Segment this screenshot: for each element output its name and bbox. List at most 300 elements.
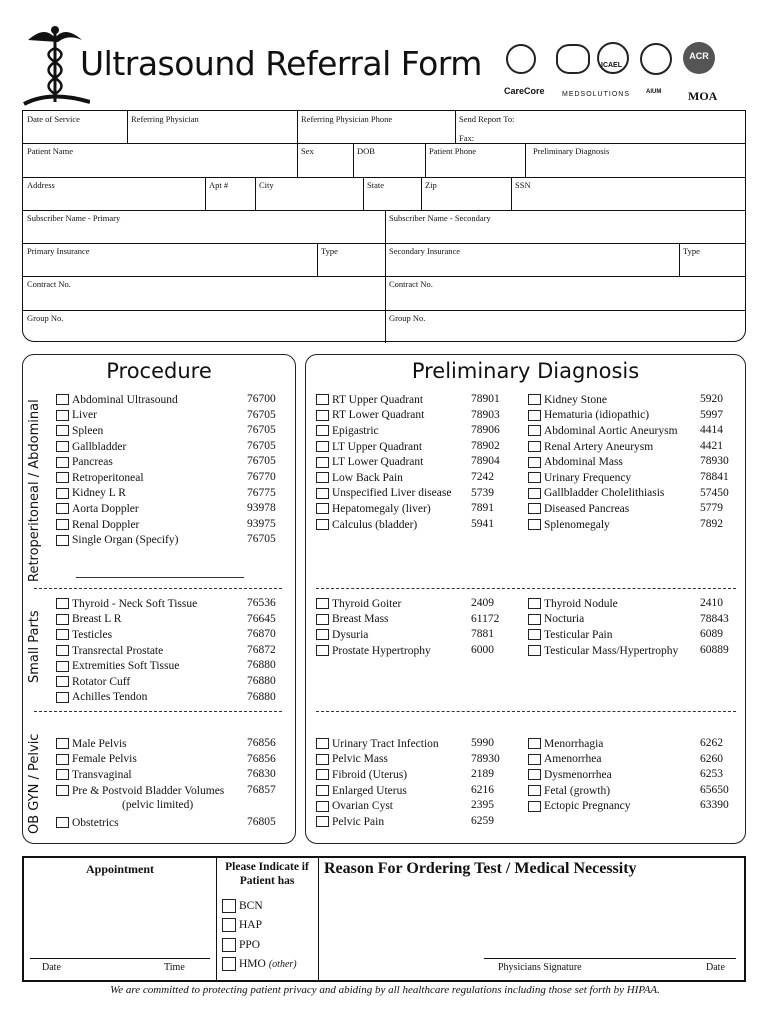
checkbox[interactable] (528, 425, 541, 436)
procedure-item[interactable] (56, 736, 127, 752)
checkbox[interactable] (56, 410, 69, 421)
diagnosis-item[interactable] (528, 752, 601, 768)
insurance-option[interactable] (222, 898, 263, 914)
checkbox[interactable] (528, 801, 541, 812)
diagnosis-item[interactable] (528, 643, 678, 659)
insurance-option[interactable] (222, 918, 262, 934)
checkbox[interactable] (528, 503, 541, 514)
checkbox[interactable] (316, 785, 329, 796)
checkbox[interactable] (528, 785, 541, 796)
reason-heading: Reason For Ordering Test / Medical Necessity (324, 860, 637, 877)
reason-text-area[interactable] (324, 884, 740, 954)
checkbox[interactable] (56, 488, 69, 499)
checkbox[interactable] (316, 425, 329, 436)
item-label: Low Back Pain (332, 471, 403, 484)
checkbox[interactable] (56, 692, 69, 703)
checkbox[interactable] (56, 472, 69, 483)
group-primary-field[interactable]: Group No. (27, 313, 64, 323)
procedure-heading: Procedure (106, 359, 212, 383)
item-code: 78902 (471, 439, 500, 452)
diagnosis-item[interactable] (528, 470, 631, 486)
item-code: 78930 (471, 752, 500, 765)
diagnosis-item[interactable] (316, 752, 388, 768)
zip-field[interactable]: Zip (425, 180, 437, 190)
accreditation-seal-2-icon (556, 44, 590, 74)
checkbox[interactable] (528, 394, 541, 405)
group-secondary-field[interactable]: Group No. (389, 313, 426, 323)
item-label: Single Organ (Specify) (72, 534, 179, 547)
diagnosis-item[interactable] (528, 423, 678, 439)
page-title: Ultrasound Referral Form (80, 44, 482, 83)
diagnosis-item[interactable] (316, 454, 423, 470)
checkbox[interactable] (56, 817, 69, 828)
checkbox[interactable] (316, 645, 329, 656)
item-code: 2395 (471, 799, 494, 812)
checkbox[interactable] (56, 598, 69, 609)
secondary-type-field[interactable]: Type (683, 246, 700, 256)
checkbox[interactable] (56, 503, 69, 514)
small-parts-side-label: Small Parts (27, 610, 42, 683)
diagnosis-item[interactable] (316, 486, 451, 502)
item-label: Testicular Pain (544, 628, 613, 641)
dob-field[interactable]: DOB (357, 146, 375, 156)
checkbox[interactable] (528, 410, 541, 421)
item-code: 5920 (700, 393, 723, 405)
secondary-insurance-field[interactable]: Secondary Insurance (389, 246, 461, 256)
diagnosis-item[interactable] (528, 736, 603, 752)
checkbox[interactable] (528, 754, 541, 765)
abdominal-side-label: Retroperitoneal / Abdominal (27, 399, 42, 582)
item-code: 7242 (471, 471, 494, 483)
patient-phone-field[interactable]: Patient Phone (429, 146, 476, 156)
item-code: 6089 (700, 628, 723, 641)
checkbox[interactable] (222, 938, 236, 952)
diagnosis-item[interactable] (528, 783, 610, 799)
diagnosis-item[interactable] (316, 627, 368, 643)
item-label: Prostate Hypertrophy (332, 644, 431, 657)
item-label: Abdominal Mass (544, 456, 623, 469)
procedure-item[interactable] (56, 690, 147, 706)
divider (34, 588, 282, 589)
item-label: Breast Mass (332, 613, 389, 626)
item-label: Abdominal Ultrasound (72, 393, 178, 406)
checkbox[interactable] (56, 645, 69, 656)
procedure-item[interactable] (56, 439, 126, 455)
referring-phone-field[interactable]: Referring Physician Phone (301, 114, 393, 124)
checkbox[interactable] (316, 503, 329, 514)
item-label: Amenorrhea (544, 753, 602, 766)
procedure-item[interactable] (56, 470, 144, 486)
patient-name-field[interactable]: Patient Name (27, 146, 74, 156)
checkbox[interactable] (56, 785, 69, 796)
item-label: Breast L R (72, 613, 122, 626)
item-code: 76700 (247, 393, 276, 405)
ssn-field[interactable]: SSN (515, 180, 531, 190)
diagnosis-item[interactable] (528, 596, 618, 612)
item-code: 5739 (471, 486, 494, 499)
procedure-item[interactable] (56, 454, 113, 470)
procedure-item[interactable] (56, 767, 132, 783)
item-code: 5997 (700, 408, 723, 421)
item-label: RT Upper Quadrant (332, 393, 424, 406)
checkbox[interactable] (528, 472, 541, 483)
diagnosis-item[interactable] (528, 392, 607, 408)
diagnosis-item[interactable] (316, 643, 431, 659)
item-label: Transrectal Prostate (72, 644, 164, 657)
item-label: Achilles Tendon (72, 691, 148, 704)
procedure-item[interactable] (56, 658, 179, 674)
checkbox[interactable] (222, 899, 236, 913)
checkbox[interactable] (56, 629, 69, 640)
checkbox[interactable] (528, 457, 541, 468)
send-report-field[interactable]: Send Report To: (459, 114, 515, 124)
item-label: Female Pelvis (72, 753, 137, 766)
subscriber-primary-field[interactable]: Subscriber Name - Primary (27, 213, 121, 223)
procedure-item[interactable] (56, 815, 119, 831)
item-label: Renal Artery Aneurysm (544, 440, 654, 453)
item-label: Kidney Stone (544, 393, 607, 406)
diagnosis-item[interactable] (316, 814, 384, 830)
item-label: Ectopic Pregnancy (544, 800, 631, 813)
divider (34, 711, 282, 712)
item-label: Male Pelvis (72, 737, 127, 750)
checkbox[interactable] (56, 676, 69, 687)
checkbox[interactable] (56, 614, 69, 625)
item-code: 76775 (247, 486, 276, 499)
city-field[interactable]: City (259, 180, 274, 190)
item-label: Fetal (growth) (544, 784, 611, 797)
diagnosis-item[interactable] (316, 470, 403, 486)
diagnosis-item[interactable] (528, 439, 653, 455)
procedure-item[interactable] (56, 596, 197, 612)
item-label: Rotator Cuff (72, 675, 131, 688)
insurance-option[interactable] (222, 937, 260, 953)
option-label: BCN (239, 899, 263, 912)
checkbox[interactable] (56, 754, 69, 765)
item-label: Splenomegaly (544, 518, 610, 531)
checkbox[interactable] (222, 918, 236, 932)
item-code: 76705 (247, 408, 276, 421)
item-label: Retroperitoneal (72, 471, 144, 484)
signature-label: Physicians Signature (498, 962, 582, 973)
checkbox[interactable] (56, 441, 69, 452)
item-code: 7892 (700, 517, 723, 530)
checkbox[interactable] (528, 441, 541, 452)
item-code: 76870 (247, 628, 276, 641)
item-label: Hepatomegaly (liver) (332, 502, 431, 515)
diagnosis-item[interactable] (528, 454, 623, 470)
checkbox[interactable] (316, 769, 329, 780)
item-code: 76770 (247, 471, 276, 483)
diagnosis-heading: Preliminary Diagnosis (411, 359, 640, 383)
diagnosis-item[interactable] (316, 596, 401, 612)
signature-line[interactable] (484, 958, 736, 959)
item-code: 76856 (247, 737, 276, 749)
item-label: Spleen (72, 424, 104, 437)
item-label: Aorta Doppler (72, 502, 139, 515)
contract-primary-field[interactable]: Contract No. (27, 279, 71, 289)
item-code: 60889 (700, 643, 729, 656)
signature-date-label: Date (706, 962, 725, 973)
option-label: PPO (239, 938, 261, 951)
checkbox[interactable] (316, 816, 329, 827)
item-code: 78904 (471, 455, 500, 468)
diagnosis-item[interactable] (316, 501, 431, 517)
item-code: 63390 (700, 799, 729, 812)
item-label: Urinary Frequency (544, 471, 632, 484)
icael-logo-icon (597, 42, 629, 74)
diagnosis-item[interactable] (316, 392, 423, 408)
procedure-item[interactable] (56, 783, 224, 799)
checkbox[interactable] (316, 410, 329, 421)
item-label: Obstetrics (72, 816, 119, 829)
diagnosis-item[interactable] (528, 798, 631, 814)
item-label: LT Upper Quadrant (332, 440, 423, 453)
item-label: Thyroid Nodule (544, 597, 618, 610)
item-code: 78906 (471, 424, 500, 437)
checkbox[interactable] (316, 614, 329, 625)
checkbox[interactable] (56, 535, 69, 546)
preliminary-diagnosis-field[interactable]: Preliminary Diagnosis (533, 146, 610, 156)
procedure-item[interactable] (56, 392, 178, 408)
item-label: Extremities Soft Tissue (72, 660, 180, 673)
item-code: 76880 (247, 659, 276, 672)
item-code: 76856 (247, 752, 276, 765)
accreditation-seal-1-icon (506, 44, 536, 74)
item-code: 78930 (700, 455, 729, 468)
item-label: Testicular Mass/Hypertrophy (544, 644, 679, 657)
diagnosis-item[interactable] (528, 767, 612, 783)
ob-gyn-side-label: OB GYN / Pelvic (27, 733, 42, 834)
procedure-item[interactable] (56, 627, 112, 643)
item-label: Dysuria (332, 628, 369, 641)
checkbox[interactable] (56, 519, 69, 530)
item-code: 78903 (471, 408, 500, 421)
item-code: 78843 (700, 612, 729, 625)
item-label: Diseased Pancreas (544, 502, 630, 515)
item-code: 6216 (471, 783, 494, 796)
procedure-item[interactable] (56, 674, 130, 690)
item-code: 93975 (247, 517, 276, 530)
checkbox[interactable] (316, 629, 329, 640)
item-code: 7891 (471, 502, 494, 515)
item-label: RT Lower Quadrant (332, 409, 425, 422)
primary-type-field[interactable]: Type (321, 246, 338, 256)
checkbox[interactable] (528, 614, 541, 625)
checkbox[interactable] (222, 957, 236, 971)
option-label: HAP (239, 919, 263, 932)
item-label: Fibroid (Uterus) (332, 768, 408, 781)
item-label: Kidney L R (72, 487, 126, 500)
checkbox[interactable] (56, 394, 69, 405)
diagnosis-item[interactable] (316, 408, 424, 424)
checkbox[interactable] (528, 769, 541, 780)
icael-label: ICAEL (601, 62, 622, 69)
item-label: Ovarian Cyst (332, 800, 394, 813)
specify-line[interactable] (76, 577, 244, 578)
item-code: 5941 (471, 517, 494, 530)
item-code: 4421 (700, 439, 723, 452)
appointment-section (22, 856, 746, 982)
procedure-item[interactable] (56, 501, 139, 517)
item-code: 2409 (471, 597, 494, 609)
item-code: 76645 (247, 612, 276, 625)
checkbox[interactable] (316, 457, 329, 468)
pelvic-limited-note: (pelvic limited) (122, 799, 194, 811)
divider (316, 588, 736, 589)
diagnosis-item[interactable] (528, 501, 629, 517)
option-note: (other) (268, 958, 297, 970)
item-code: 76857 (247, 783, 276, 796)
accreditation-seal-3-icon (640, 43, 672, 75)
diagnosis-item[interactable] (316, 783, 407, 799)
item-label: Enlarged Uterus (332, 784, 407, 797)
item-code: 2410 (700, 597, 723, 609)
checkbox[interactable] (528, 488, 541, 499)
checkbox[interactable] (56, 738, 69, 749)
date-of-service-field[interactable]: Date of Service (27, 114, 80, 124)
item-label: Testicles (72, 628, 113, 641)
apt-field[interactable]: Apt # (209, 180, 229, 190)
procedure-item[interactable] (56, 423, 103, 439)
checkbox[interactable] (316, 801, 329, 812)
item-label: Epigastric (332, 424, 379, 437)
procedure-item[interactable] (56, 643, 163, 659)
item-label: Unspecified Liver disease (332, 487, 452, 500)
item-label: Pelvic Pain (332, 815, 385, 828)
checkbox[interactable] (56, 769, 69, 780)
diagnosis-item[interactable] (316, 439, 422, 455)
item-code: 93978 (247, 502, 276, 515)
checkbox[interactable] (528, 645, 541, 656)
checkbox[interactable] (56, 661, 69, 672)
procedure-item[interactable] (56, 612, 121, 628)
procedure-item[interactable] (56, 517, 139, 533)
item-code: 57450 (700, 486, 729, 499)
procedure-item[interactable] (56, 752, 137, 768)
checkbox[interactable] (316, 754, 329, 765)
item-label: LT Lower Quadrant (332, 456, 424, 469)
hipaa-footer: We are committed to protecting patient privacy and abiding by all healthcare regulations including those set forth by HIPAA. (110, 984, 660, 996)
medsolutions-logo: MEDSOLUTIONS (562, 91, 631, 98)
appointment-line (30, 958, 210, 959)
divider (316, 711, 736, 712)
item-code: 5779 (700, 502, 723, 515)
item-code: 6000 (471, 643, 494, 656)
procedure-item[interactable] (56, 486, 126, 502)
appointment-heading: Appointment (85, 862, 154, 876)
item-label: Gallbladder Cholelithiasis (544, 487, 665, 500)
state-field[interactable]: State (367, 180, 384, 190)
item-label: Gallbladder (72, 440, 127, 453)
checkbox[interactable] (56, 425, 69, 436)
item-label: Liver (72, 409, 97, 422)
checkbox[interactable] (528, 629, 541, 640)
item-code: 76705 (247, 533, 276, 546)
indicate-heading: Please Indicate if Patient has (225, 861, 309, 887)
checkbox[interactable] (316, 738, 329, 749)
diagnosis-item[interactable] (528, 408, 649, 424)
appointment-time-label: Time (164, 962, 185, 973)
checkbox[interactable] (316, 519, 329, 530)
sex-field[interactable]: Sex (301, 146, 314, 156)
diagnosis-item[interactable] (316, 612, 389, 628)
checkbox[interactable] (316, 472, 329, 483)
acr-label: ACR (689, 51, 709, 61)
diagnosis-item[interactable] (316, 767, 407, 783)
checkbox[interactable] (528, 738, 541, 749)
diagnosis-item[interactable] (316, 517, 417, 533)
item-code: 61172 (471, 612, 500, 625)
procedure-item[interactable] (56, 408, 97, 424)
primary-insurance-field[interactable]: Primary Insurance (27, 246, 90, 256)
item-code: 65650 (700, 783, 729, 796)
checkbox[interactable] (316, 488, 329, 499)
subscriber-secondary-field[interactable]: Subscriber Name - Secondary (389, 213, 491, 223)
item-code: 76705 (247, 455, 276, 468)
item-label: Pelvic Mass (332, 753, 388, 766)
item-label: Renal Doppler (72, 518, 140, 531)
diagnosis-item[interactable] (528, 517, 610, 533)
option-label: HMO (239, 958, 266, 971)
diagnosis-item[interactable] (316, 736, 439, 752)
diagnosis-item[interactable] (528, 486, 664, 502)
diagnosis-item[interactable] (528, 612, 584, 628)
item-code: 76880 (247, 690, 276, 703)
patient-info-grid (22, 110, 746, 342)
item-label: Abdominal Aortic Aneurysm (544, 424, 678, 437)
item-code: 76705 (247, 439, 276, 452)
item-label: Dysmenorrhea (544, 768, 612, 781)
procedure-item[interactable] (56, 532, 178, 548)
diagnosis-item[interactable] (528, 627, 613, 643)
item-code: 76830 (247, 768, 276, 781)
item-label: Pancreas (72, 456, 113, 469)
referring-physician-field[interactable]: Referring Physician (131, 114, 199, 124)
checkbox[interactable] (528, 519, 541, 530)
item-code: 76805 (247, 816, 276, 828)
item-code: 6260 (700, 752, 723, 765)
checkbox[interactable] (528, 598, 541, 609)
item-label: Thyroid Goiter (332, 597, 402, 610)
checkbox[interactable] (316, 598, 329, 609)
aium-logo: AIUM (646, 89, 662, 95)
acr-logo-icon (683, 42, 715, 74)
item-code: 6262 (700, 737, 723, 749)
carecore-logo: CareCore (504, 86, 545, 96)
item-label: Urinary Tract Infection (332, 737, 439, 750)
item-code: 4414 (700, 424, 723, 437)
item-label: Transvaginal (72, 768, 132, 781)
checkbox[interactable] (316, 441, 329, 452)
item-code: 76880 (247, 675, 276, 687)
item-label: Calculus (bladder) (332, 518, 418, 531)
item-code: 76705 (247, 424, 276, 437)
item-code: 76536 (247, 597, 276, 609)
contract-secondary-field[interactable]: Contract No. (389, 279, 433, 289)
diagnosis-item[interactable] (316, 423, 379, 439)
diagnosis-item[interactable] (316, 798, 393, 814)
insurance-option[interactable] (222, 957, 297, 973)
checkbox[interactable] (56, 457, 69, 468)
fax-field[interactable]: Fax: (459, 133, 475, 143)
address-field[interactable]: Address (27, 180, 55, 190)
item-code: 2189 (471, 768, 494, 781)
item-code: 6259 (471, 815, 494, 827)
item-code: 5990 (471, 737, 494, 749)
item-code: 6253 (700, 768, 723, 781)
checkbox[interactable] (316, 394, 329, 405)
